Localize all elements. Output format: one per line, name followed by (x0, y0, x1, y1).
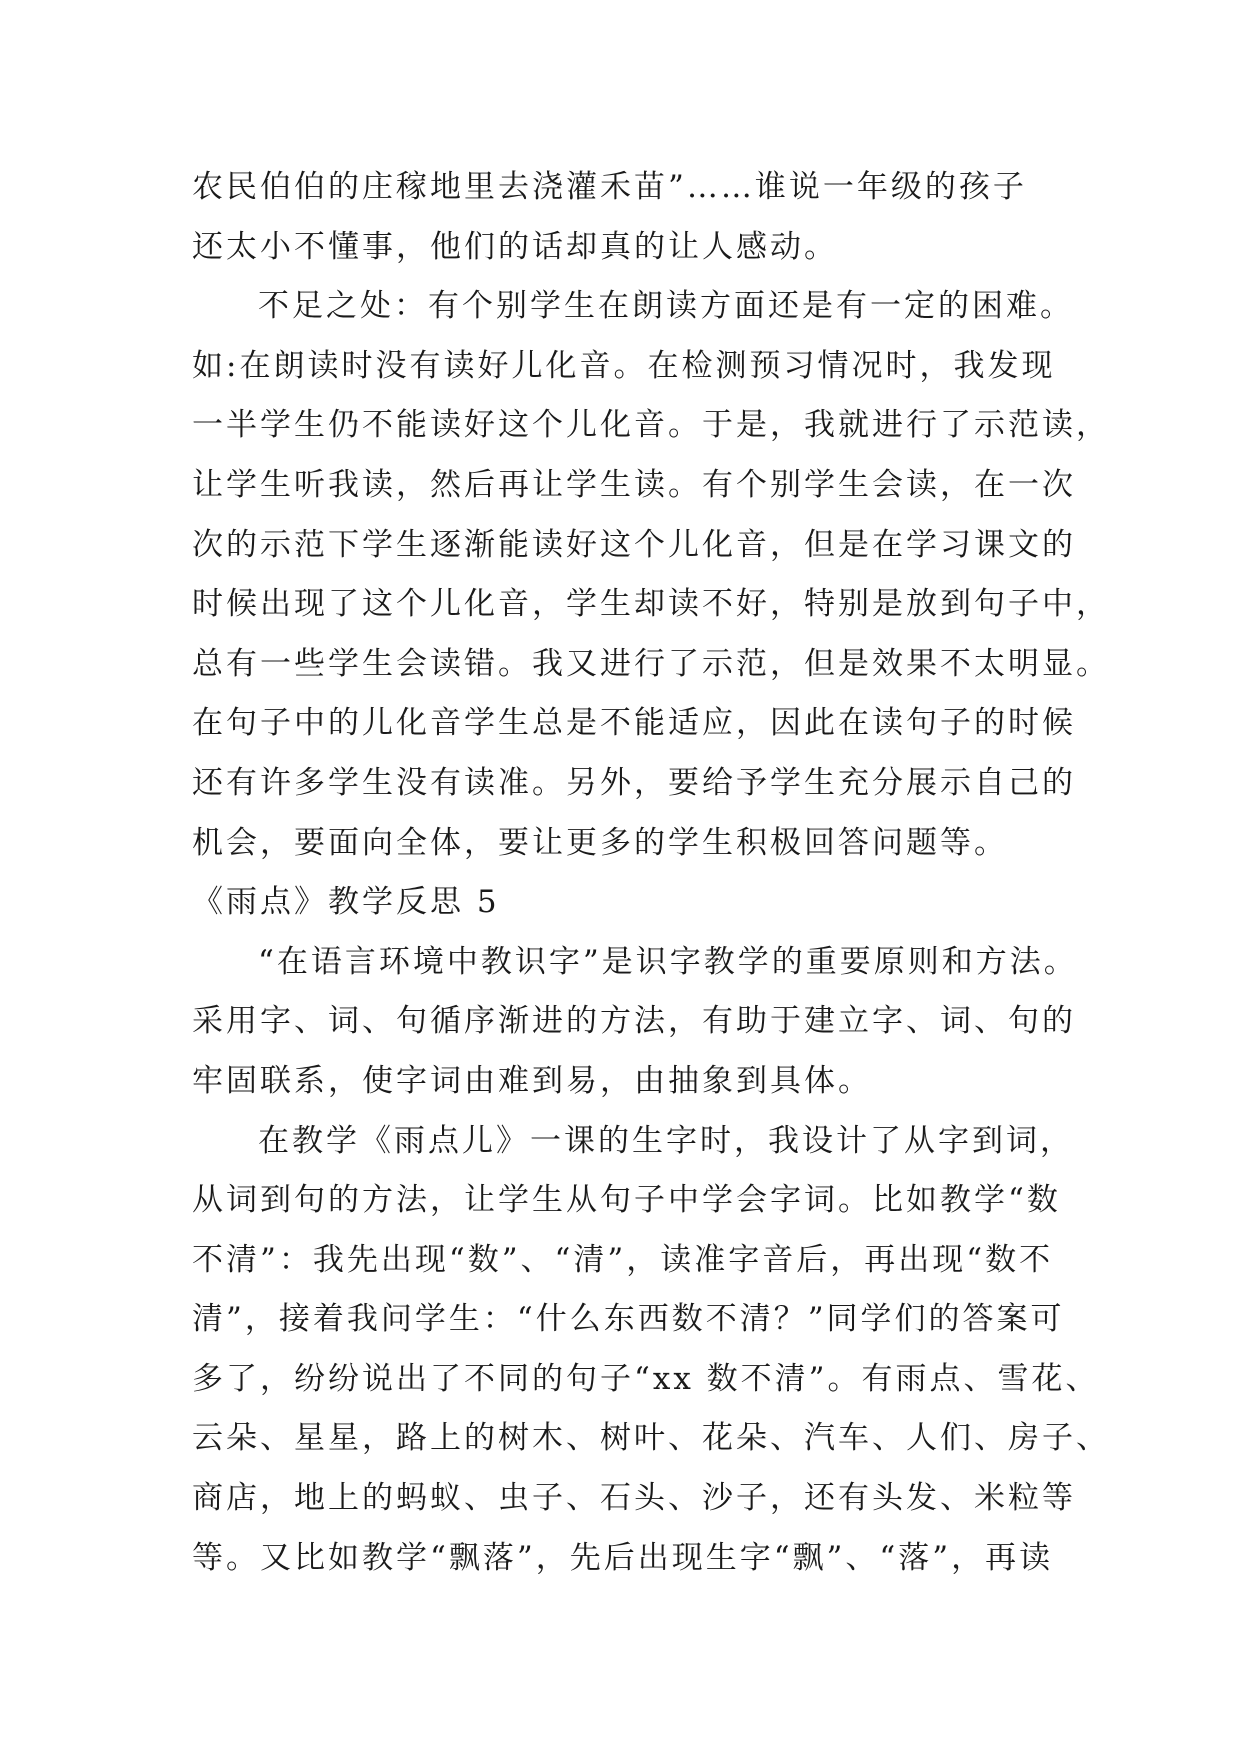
text-line: 清”，接着我问学生：“什么东西数不清？”同学们的答案可 (192, 1301, 1065, 1338)
text-line: 等。又比如教学“飘落”，先后出现生字“飘”、“落”，再读 (192, 1539, 1054, 1576)
text-line: 采用字、词、句循序渐进的方法，有助于建立字、词、句的 (192, 1003, 1076, 1040)
text-line: 牢固联系，使字词由难到易，由抽象到具体。 (192, 1062, 872, 1099)
text-line: 总有一些学生会读错。我又进行了示范，但是效果不太明显。 (192, 645, 1110, 682)
text-line: 多了，纷纷说出了不同的句子“xx 数不清”。有雨点、雪花、 (192, 1360, 1100, 1397)
text-line: 不清”：我先出现“数”、“清”，读准字音后，再出现“数不 (192, 1241, 1054, 1278)
text-line: 从词到句的方法，让学生从句子中学会字词。比如教学“数 (192, 1182, 1061, 1219)
text-line: 次的示范下学生逐渐能读好这个儿化音，但是在学习课文的 (192, 526, 1076, 563)
text-line: 如:在朗读时没有读好儿化音。在检测预习情况时，我发现 (192, 347, 1056, 384)
text-line: 在教学《雨点儿》一课的生字时，我设计了从字到词， (258, 1122, 1074, 1159)
text-line: 让学生听我读，然后再让学生读。有个别学生会读，在一次 (192, 466, 1076, 503)
text-line: 不足之处：有个别学生在朗读方面还是有一定的困难。 (258, 288, 1074, 325)
text-line: 机会，要面向全体，要让更多的学生积极回答问题等。 (192, 824, 1008, 861)
text-line: 时候出现了这个儿化音，学生却读不好，特别是放到句子中， (192, 586, 1110, 623)
section-heading: 《雨点》教学反思 5 (192, 884, 500, 921)
text-line: 一半学生仍不能读好这个儿化音。于是，我就进行了示范读， (192, 407, 1110, 444)
text-line: “在语言环境中教识字”是识字教学的重要原则和方法。 (258, 943, 1078, 980)
text-line: 还太小不懂事，他们的话却真的让人感动。 (192, 228, 838, 265)
text-line: 农民伯伯的庄稼地里去浇灌禾苗”……谁说一年级的孩子 (192, 169, 1027, 205)
document-body (192, 158, 1110, 1588)
text-line: 还有许多学生没有读准。另外，要给予学生充分展示自己的 (192, 764, 1076, 801)
text-line: 商店，地上的蚂蚁、虫子、石头、沙子，还有头发、米粒等 (192, 1480, 1076, 1517)
text-line: 云朵、星星，路上的树木、树叶、花朵、汽车、人们、房子、 (192, 1420, 1110, 1457)
text-line: 在句子中的儿化音学生总是不能适应，因此在读句子的时候 (192, 705, 1076, 742)
